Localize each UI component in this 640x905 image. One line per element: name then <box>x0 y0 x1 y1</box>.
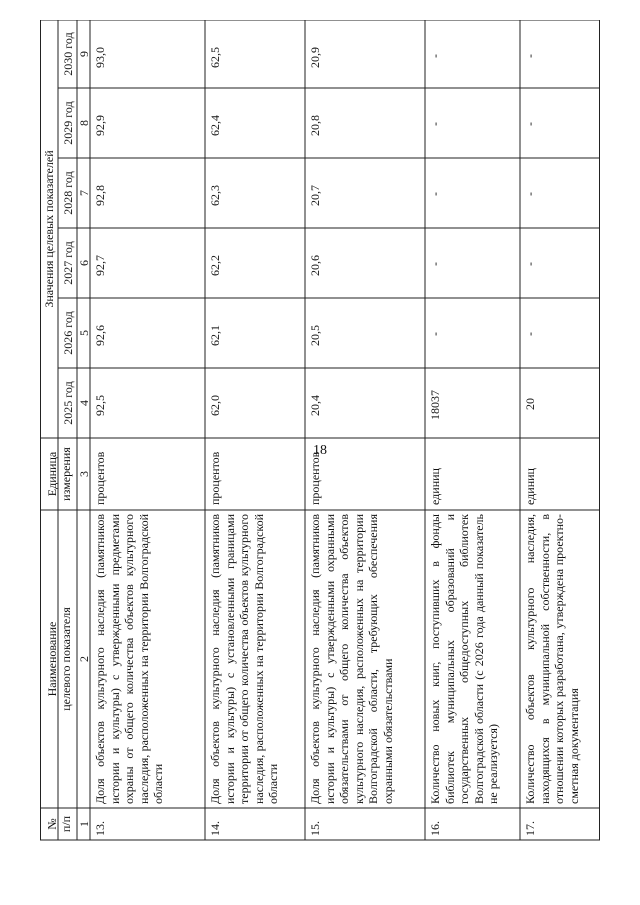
header-year-2025: 2025 год <box>60 381 75 425</box>
row-15-v2030: 20,9 <box>308 47 322 68</box>
row-17-name: Количество объектов культурного наследия, находящихся в муниципальной собственности, в отношении которых разработана, утверждена проектно-сметная документация <box>523 514 581 804</box>
header-year-2027: 2027 год <box>60 241 75 285</box>
row-17-num: 17. <box>523 821 537 836</box>
row-16-v2027: - <box>428 262 442 266</box>
row-16-v2028: - <box>428 192 442 196</box>
row-15-unit: процентов <box>308 451 322 505</box>
row-17-unit: единиц <box>523 468 537 505</box>
header-unit: Единица измерения <box>44 447 73 501</box>
row-17-v2030: - <box>523 54 537 58</box>
row-15-num: 15. <box>308 821 322 836</box>
row-13-v2025: 92,5 <box>93 395 107 416</box>
header-name: Наименование целевого показателя <box>44 607 73 711</box>
row-15-v2026: 20,5 <box>308 325 322 346</box>
row-17-v2025: 20 <box>523 398 537 410</box>
colnum-1: 1 <box>76 821 91 827</box>
row-14-name: Доля объектов культурного наследия (памятников истории и культуры) с установленными границами территории от общего количества объектов культурного наследия, расположенных на территории Волгоградской области <box>208 514 280 804</box>
row-13-v2030: 93,0 <box>93 47 107 68</box>
row-15-v2029: 20,8 <box>308 115 322 136</box>
row-16-v2025: 18037 <box>428 390 442 420</box>
row-13-v2029: 92,9 <box>93 115 107 136</box>
row-17-v2029: - <box>523 122 537 126</box>
colnum-4: 4 <box>76 400 91 406</box>
colnum-2: 2 <box>76 656 91 662</box>
colnum-3: 3 <box>76 471 91 477</box>
row-16-unit: единиц <box>428 468 442 505</box>
header-year-2030: 2030 год <box>60 32 75 76</box>
row-14-v2029: 62,4 <box>208 115 222 136</box>
row-14-v2028: 62,3 <box>208 185 222 206</box>
header-values-group: Значения целевых показателей <box>42 150 56 308</box>
header-year-2026: 2026 год <box>60 311 75 355</box>
row-15-name: Доля объектов культурного наследия (памятников истории и культуры) с утвержденными охранными обязательствами от общего количества объектов культурного наследия, расположенных на территории Волгоградской области, требующих обеспечения охранными обязательствами <box>308 514 395 804</box>
row-16-v2026: - <box>428 332 442 336</box>
row-14-num: 14. <box>208 821 222 836</box>
row-16-num: 16. <box>428 821 442 836</box>
row-13-num: 13. <box>93 821 107 836</box>
row-14-v2030: 62,5 <box>208 47 222 68</box>
row-15-v2027: 20,6 <box>308 255 322 276</box>
colnum-8: 8 <box>76 120 91 126</box>
row-16-v2030: - <box>428 54 442 58</box>
header-year-2028: 2028 год <box>60 171 75 215</box>
row-14-v2025: 62,0 <box>208 395 222 416</box>
header-num: № п/п <box>44 815 73 833</box>
row-17-v2027: - <box>523 262 537 266</box>
row-17-v2026: - <box>523 332 537 336</box>
row-14-unit: процентов <box>208 451 222 505</box>
row-13-unit: процентов <box>93 451 107 505</box>
row-16-name: Количество новых книг, поступивших в фонды библиотек муниципальных образований и государственных общедоступных библиотек Волгоградской области (с 2026 года данный показатель не реализуется) <box>428 514 500 804</box>
header-year-2029: 2029 год <box>60 101 75 145</box>
row-15-v2028: 20,7 <box>308 185 322 206</box>
row-17-v2028: - <box>523 192 537 196</box>
colnum-6: 6 <box>76 260 91 266</box>
colnum-5: 5 <box>76 330 91 336</box>
row-16-v2029: - <box>428 122 442 126</box>
row-13-name: Доля объектов культурного наследия (памятников истории и культуры) с утвержденными предметами охраны от общего количества объектов культурного наследия, расположенных на территории Волгоградской области <box>93 514 165 804</box>
row-15-v2025: 20,4 <box>308 395 322 416</box>
page-number: 18 <box>313 443 327 458</box>
colnum-7: 7 <box>76 190 91 196</box>
colnum-9: 9 <box>76 51 91 57</box>
row-13-v2027: 92,7 <box>93 255 107 276</box>
row-13-v2026: 92,6 <box>93 325 107 346</box>
row-14-v2026: 62,1 <box>208 325 222 346</box>
row-14-v2027: 62,2 <box>208 255 222 276</box>
rotated-table <box>40 20 600 860</box>
row-13-v2028: 92,8 <box>93 185 107 206</box>
